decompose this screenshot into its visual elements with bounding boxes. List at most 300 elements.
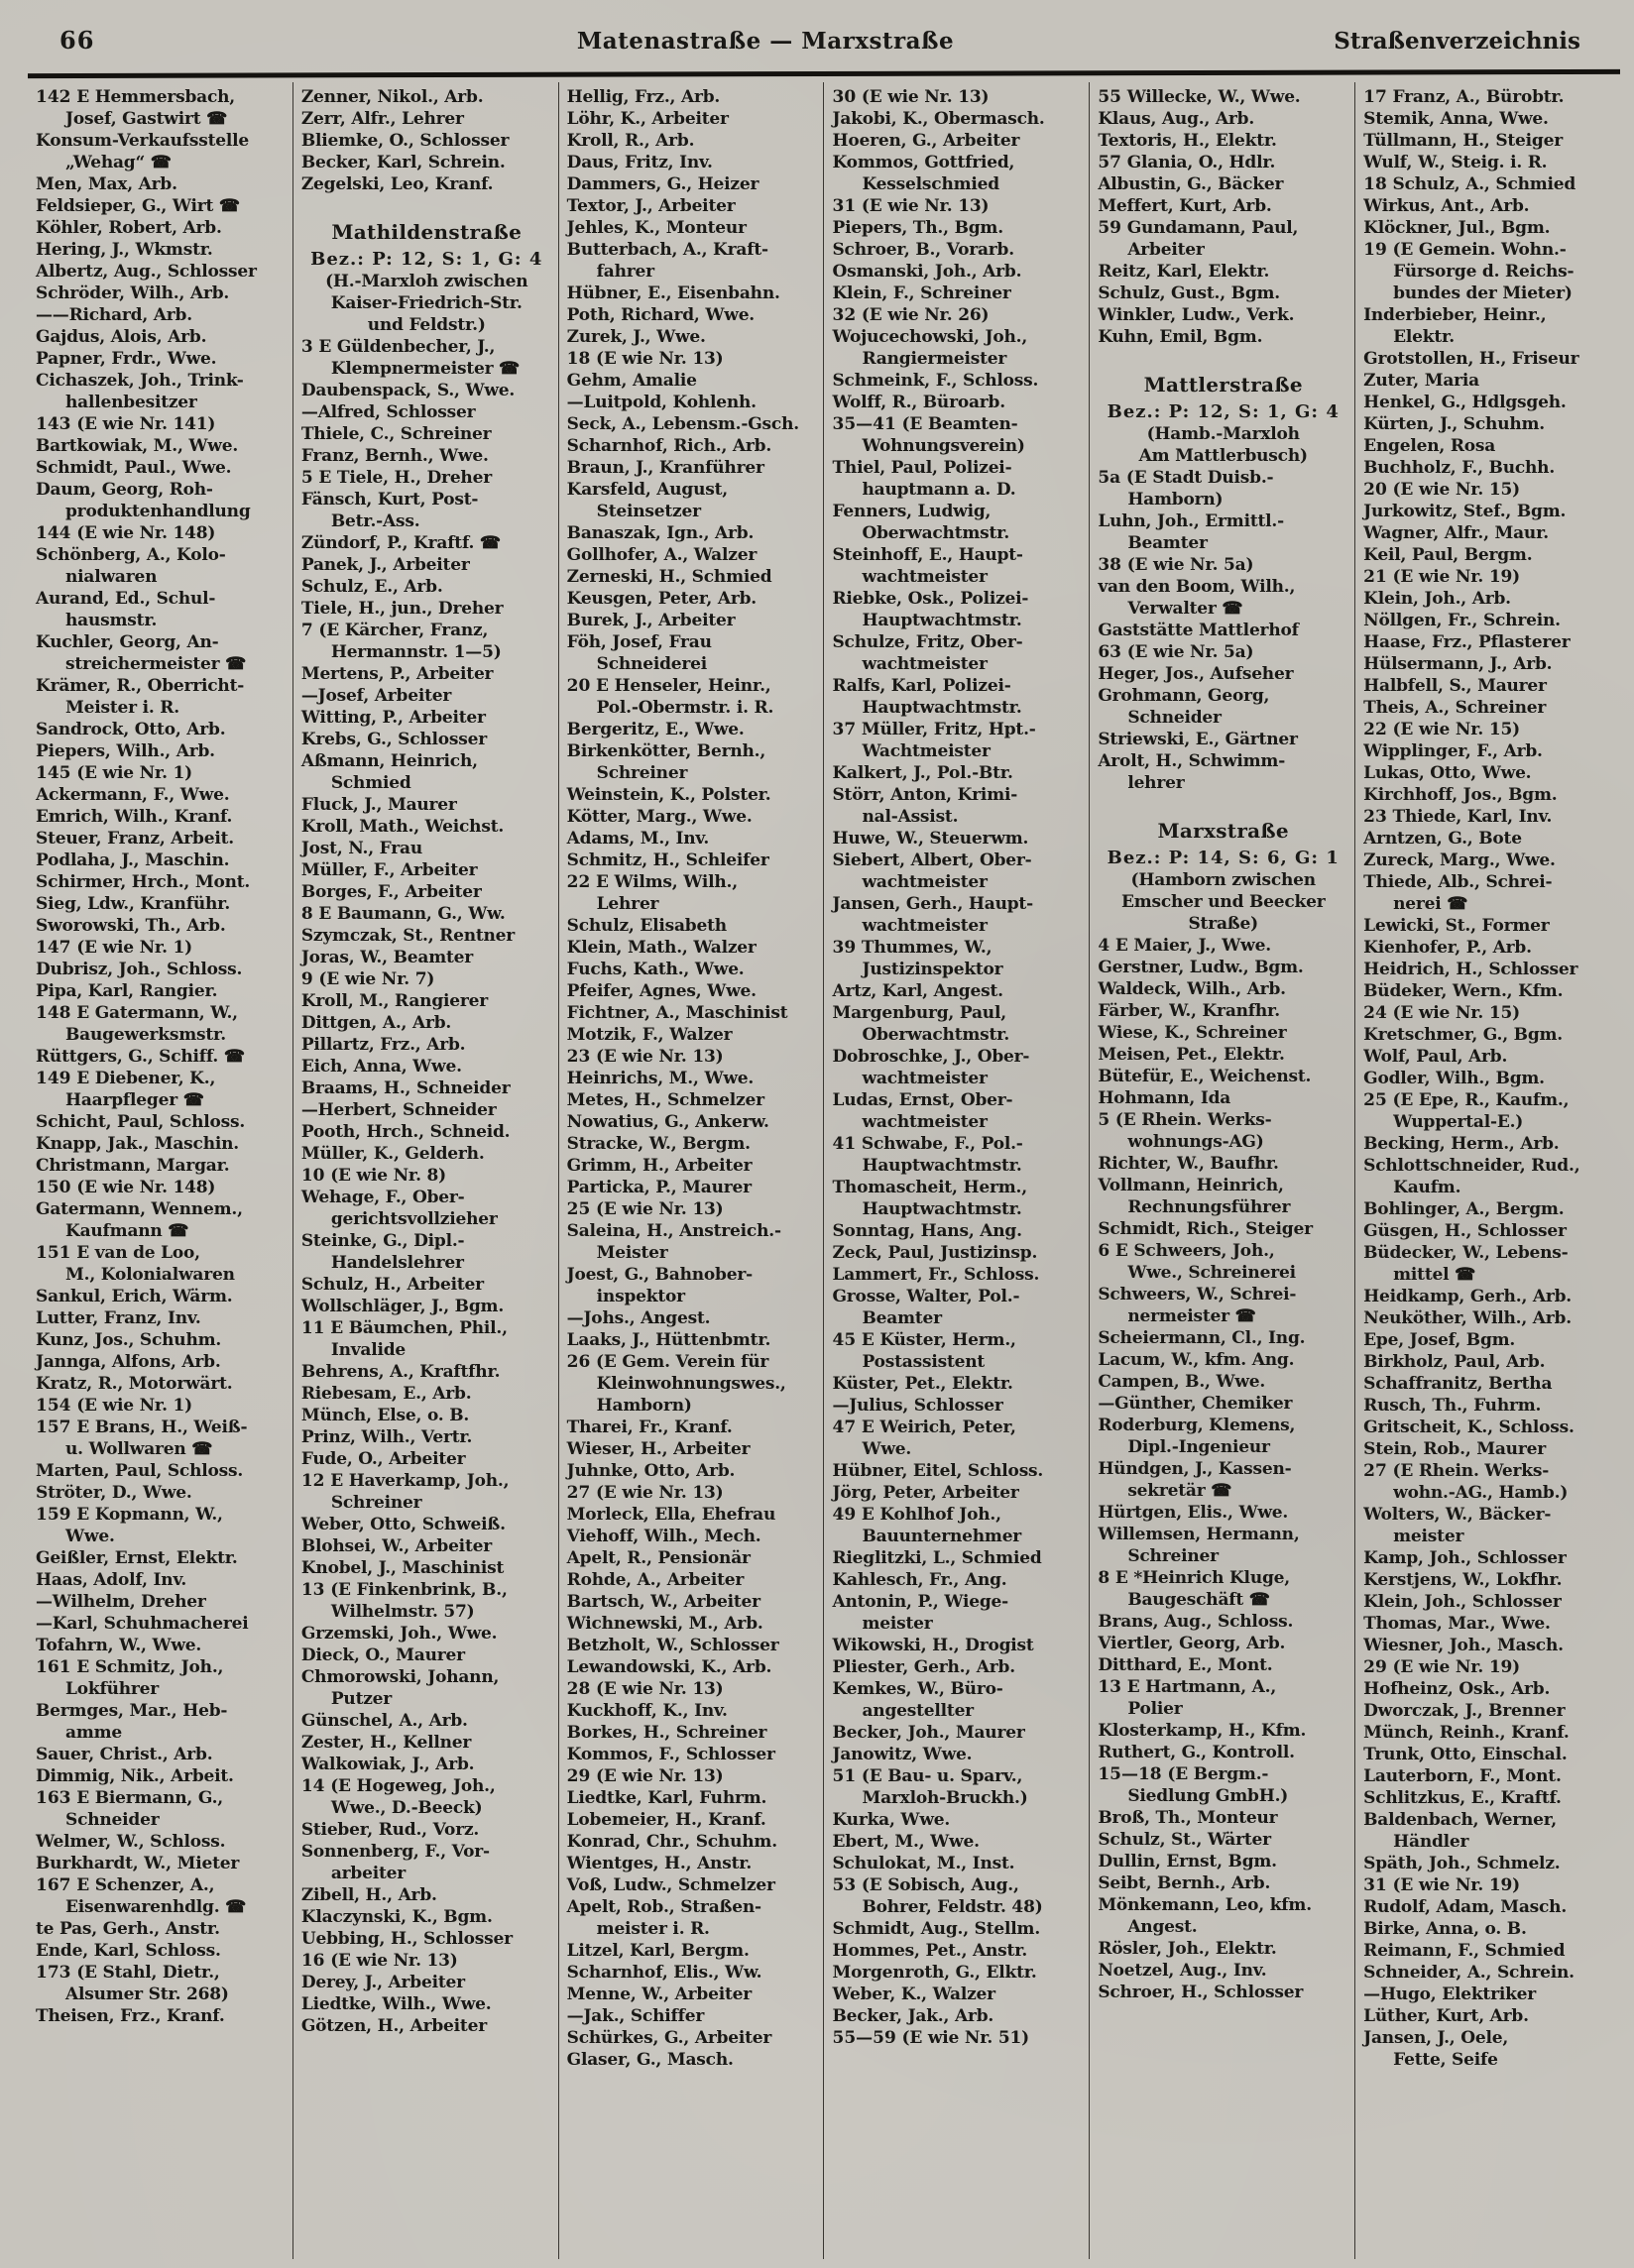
directory-line: Schicht, Paul, Schloss. xyxy=(36,1112,246,1132)
directory-line: Kuckhoff, K., Inv. xyxy=(566,1701,728,1721)
directory-line: Adams, M., Inv. xyxy=(566,829,710,849)
directory-line: Kretschmer, G., Bgm. xyxy=(1363,1025,1564,1045)
house-number: 5 xyxy=(1098,1110,1110,1130)
directory-line: Becker, Jak., Arb. xyxy=(832,2006,994,2026)
directory-line: Burek, J., Arbeiter xyxy=(566,611,736,630)
directory-line: Wwe., Schreinerei xyxy=(1127,1263,1296,1283)
directory-line: Lutter, Franz, Inv. xyxy=(36,1308,201,1328)
directory-line: Liedtke, Wilh., Wwe. xyxy=(300,1994,492,2014)
directory-line: 57 Glania, O., Hdlr. xyxy=(1098,153,1276,172)
directory-line: Geißler, Ernst, Elektr. xyxy=(36,1548,238,1568)
directory-line: Wikowski, H., Drogist xyxy=(832,1636,1034,1655)
directory-line: Textor, J., Arbeiter xyxy=(566,196,736,216)
house-number: 21 xyxy=(1363,567,1387,587)
directory-line: und Feldstr.) xyxy=(367,315,486,335)
directory-line: Burkhardt, W., Mieter xyxy=(36,1854,240,1873)
directory-line: Fichtner, A., Maschinist xyxy=(566,1003,788,1023)
directory-line: Daum, Georg, Roh- xyxy=(36,480,213,500)
directory-line: Walkowiak, J., Arb. xyxy=(300,1755,475,1774)
directory-line: Viehoff, Wilh., Mech. xyxy=(566,1527,761,1546)
directory-line: 5 E Tiele, H., Dreher xyxy=(300,468,492,488)
directory-line: 151 E van de Loo, xyxy=(36,1243,200,1263)
directory-line: Arolt, H., Schwimm- xyxy=(1098,751,1286,771)
directory-line: 22 E Wilms, Wilh., xyxy=(566,872,738,892)
directory-line: Emscher und Beecker xyxy=(1120,892,1326,912)
directory-line: meister xyxy=(862,1614,933,1634)
directory-line: Rösler, Joh., Elektr. xyxy=(1098,1939,1277,1959)
directory-line: gerichtsvollzieher xyxy=(330,1209,498,1229)
directory-line: Albertz, Aug., Schlosser xyxy=(36,262,257,282)
directory-line: 4 E Maier, J., Wwe. xyxy=(1098,936,1271,956)
directory-line: ——Richard, Arb. xyxy=(36,305,192,325)
directory-line: Inderbieber, Heinr., xyxy=(1363,305,1547,325)
directory-line: 18 (E wie Nr. 13) xyxy=(566,349,724,369)
directory-line: Apelt, R., Pensionär xyxy=(566,1548,751,1568)
directory-line: Grotstollen, H., Friseur xyxy=(1363,349,1579,369)
directory-line: 142 E Hemmersbach, xyxy=(36,87,236,107)
directory-line: Sworowski, Th., Arb. xyxy=(36,916,226,936)
directory-line: M., Kolonialwaren xyxy=(65,1265,235,1285)
directory-line: 47 E Weirich, Peter, xyxy=(832,1418,1016,1437)
directory-line: Pipa, Karl, Rangier. xyxy=(36,981,218,1001)
directory-line: Derey, J., Arbeiter xyxy=(300,1973,465,1992)
house-number: 5a xyxy=(1098,468,1121,488)
house-number: 38 xyxy=(1098,555,1121,575)
house-number: 31 xyxy=(832,196,857,216)
directory-line: 27 (E Rhein. Werks- xyxy=(1363,1461,1550,1481)
directory-line: 5a (E Stadt Duisb.- xyxy=(1098,468,1274,488)
directory-line: wachtmeister xyxy=(862,1112,988,1132)
directory-line: Schulokat, M., Inst. xyxy=(832,1854,1015,1873)
directory-line: Meister i. R. xyxy=(65,698,179,718)
directory-line: Klaczynski, K., Bgm. xyxy=(300,1907,493,1927)
directory-line: Bütefür, E., Weichenst. xyxy=(1098,1067,1312,1086)
directory-line: hausmstr. xyxy=(65,611,158,630)
directory-line: Wolters, W., Bäcker- xyxy=(1363,1505,1552,1525)
directory-line: Knapp, Jak., Maschin. xyxy=(36,1134,240,1154)
header-rule xyxy=(28,69,1620,78)
directory-line: hauptmann a. D. xyxy=(862,480,1016,500)
directory-line: Färber, W., Kranfhr. xyxy=(1098,1001,1280,1021)
house-number: 10 xyxy=(300,1166,325,1186)
directory-line: Ströter, D., Wwe. xyxy=(36,1483,192,1503)
directory-line: Birkholz, Paul, Arb. xyxy=(1363,1352,1546,1372)
directory-line: Seibt, Bernh., Arb. xyxy=(1098,1873,1271,1893)
directory-line: Sieg, Ldw., Kranführ. xyxy=(36,894,231,914)
directory-line: 163 E Biermann, G., xyxy=(36,1788,224,1808)
directory-line: 13 (E Finkenbrink, B., xyxy=(300,1580,508,1600)
directory-line: Dittgen, A., Arb. xyxy=(300,1013,452,1033)
directory-line: 63 (E wie Nr. 5a) xyxy=(1098,642,1254,662)
house-number: 147 xyxy=(36,938,71,958)
directory-line: Müller, F., Arbeiter xyxy=(300,860,478,880)
directory-line: Klöckner, Jul., Bgm. xyxy=(1363,218,1551,238)
directory-line: Schreiner xyxy=(330,1493,422,1513)
directory-line: Sandrock, Otto, Arb. xyxy=(36,720,226,739)
directory-line: Willemsen, Hermann, xyxy=(1098,1525,1300,1544)
directory-line: Wiese, K., Schreiner xyxy=(1098,1023,1287,1043)
house-number: 29 xyxy=(1363,1657,1387,1677)
directory-line: Heidrich, H., Schlosser xyxy=(1363,960,1578,979)
directory-line: 147 (E wie Nr. 1) xyxy=(36,938,193,958)
directory-line: 32 (E wie Nr. 26) xyxy=(832,305,990,325)
directory-line: Tiele, H., jun., Dreher xyxy=(300,599,504,619)
house-number: 161 xyxy=(36,1657,71,1677)
directory-line: Wipplinger, F., Arb. xyxy=(1363,741,1543,761)
directory-line: Gajdus, Alois, Arb. xyxy=(36,327,207,347)
directory-line: Uebbing, H., Schlosser xyxy=(300,1929,513,1949)
directory-line: 150 (E wie Nr. 148) xyxy=(36,1178,216,1197)
directory-column-6 xyxy=(1354,82,1620,2259)
directory-line: Weber, K., Walzer xyxy=(832,1984,995,2004)
directory-line: 29 (E wie Nr. 13) xyxy=(566,1766,724,1786)
directory-line: Halbfell, S., Maurer xyxy=(1363,676,1547,696)
directory-line: Reitz, Karl, Elektr. xyxy=(1098,262,1270,282)
house-number: 12 xyxy=(300,1471,325,1491)
house-number: 31 xyxy=(1363,1875,1387,1895)
house-number: 16 xyxy=(300,1951,325,1971)
directory-line: Bauunternehmer xyxy=(862,1527,1022,1546)
directory-line: 11 E Bäumchen, Phil., xyxy=(300,1318,508,1338)
directory-line: Gollhofer, A., Walzer xyxy=(566,545,758,565)
directory-line: Grimm, H., Arbeiter xyxy=(566,1156,753,1176)
house-number: 51 xyxy=(832,1766,857,1786)
directory-line: Noetzel, Aug., Inv. xyxy=(1098,1961,1267,1981)
directory-line: Arntzen, G., Bote xyxy=(1363,829,1522,849)
directory-line: Buchholz, F., Buchh. xyxy=(1363,458,1556,478)
directory-line: 10 (E wie Nr. 8) xyxy=(300,1166,447,1186)
directory-line: Ruthert, G., Kontroll. xyxy=(1098,1743,1295,1762)
directory-line: Zureck, Marg., Wwe. xyxy=(1363,850,1556,870)
house-number: 7 xyxy=(300,621,313,640)
directory-line: Meister xyxy=(596,1243,668,1263)
house-number: 41 xyxy=(832,1134,857,1154)
directory-line: 39 Thummes, W., xyxy=(832,938,992,958)
directory-line: Beamter xyxy=(862,1308,942,1328)
directory-line: Polier xyxy=(1127,1699,1183,1719)
directory-line: Antonin, P., Wiege- xyxy=(832,1592,1008,1612)
directory-line: Eich, Anna, Wwe. xyxy=(300,1057,462,1077)
directory-line: nerei ☎ xyxy=(1393,894,1468,914)
directory-line: 148 E Gatermann, W., xyxy=(36,1003,238,1023)
directory-line: Lauterborn, F., Mont. xyxy=(1363,1766,1562,1786)
directory-line: Seck, A., Lebensm.-Gsch. xyxy=(566,414,799,434)
directory-line: Thiede, Alb., Schrei- xyxy=(1363,872,1553,892)
directory-line: —Luitpold, Kohlenh. xyxy=(566,393,757,412)
directory-line: Bartkowiak, M., Wwe. xyxy=(36,436,239,456)
directory-line: 31 (E wie Nr. 19) xyxy=(1363,1875,1520,1895)
directory-line: Grzemski, Joh., Wwe. xyxy=(300,1624,498,1644)
directory-line: 20 E Henseler, Heinr., xyxy=(566,676,771,696)
house-number: 3 xyxy=(300,337,313,357)
directory-line: wachtmeister xyxy=(862,916,988,936)
directory-line: Konsum-Verkaufsstelle xyxy=(36,131,250,151)
directory-line: Bohlinger, A., Bergm. xyxy=(1363,1199,1565,1219)
directory-line: Fürsorge d. Reichs- xyxy=(1393,262,1575,282)
directory-line: Jurkowitz, Stef., Bgm. xyxy=(1363,502,1567,521)
directory-line: Gaststätte Mattlerhof xyxy=(1098,621,1299,640)
directory-column-3 xyxy=(558,82,824,2259)
directory-line: Schmied xyxy=(330,773,411,793)
directory-line: Hellig, Frz., Arb. xyxy=(566,87,721,107)
directory-line: Theisen, Frz., Kranf. xyxy=(36,2006,225,2026)
directory-line: 17 Franz, A., Bürobtr. xyxy=(1363,87,1565,107)
directory-line: Baugeschäft ☎ xyxy=(1127,1590,1270,1610)
directory-line: 159 E Kopmann, W., xyxy=(36,1505,223,1525)
directory-line: Schulz, H., Arbeiter xyxy=(300,1275,484,1295)
directory-line: Hülsermann, J., Arb. xyxy=(1363,654,1553,674)
directory-line: Birkenkötter, Bernh., xyxy=(566,741,766,761)
directory-line: Schulz, E., Arb. xyxy=(300,577,443,597)
directory-line: Rangiermeister xyxy=(862,349,1007,369)
directory-line: Lewandowski, K., Arb. xyxy=(566,1657,772,1677)
directory-line: amme xyxy=(65,1723,123,1743)
directory-line: Sankul, Erich, Wärm. xyxy=(36,1287,233,1306)
directory-line: wachtmeister xyxy=(862,872,988,892)
directory-line: Bohrer, Feldstr. 48) xyxy=(862,1897,1043,1917)
directory-line: Klosterkamp, H., Kfm. xyxy=(1098,1721,1307,1741)
directory-line: Justizinspektor xyxy=(862,960,1003,979)
directory-line: Schönberg, A., Kolo- xyxy=(36,545,226,565)
directory-line: 45 E Küster, Herm., xyxy=(832,1330,1016,1350)
directory-line: Engelen, Rosa xyxy=(1363,436,1496,456)
house-number: 30 xyxy=(832,87,857,107)
directory-line: Epe, Josef, Bgm. xyxy=(1363,1330,1516,1350)
directory-line: Oberwachtmstr. xyxy=(862,1025,1010,1045)
directory-line: Lammert, Fr., Schloss. xyxy=(832,1265,1040,1285)
directory-line: Huwe, W., Steuerwm. xyxy=(832,829,1029,849)
directory-line: Büdecker, W., Lebens- xyxy=(1363,1243,1569,1263)
directory-line: Borges, F., Arbeiter xyxy=(300,882,482,902)
directory-line: Schirmer, Hrch., Mont. xyxy=(36,872,251,892)
directory-line: Dubrisz, Joh., Schloss. xyxy=(36,960,243,979)
directory-line: Arbeiter xyxy=(1127,240,1205,260)
directory-line: Feldsieper, G., Wirt ☎ xyxy=(36,196,240,216)
directory-line: Wohnungsverein) xyxy=(862,436,1025,456)
house-number: 23 xyxy=(566,1047,591,1067)
directory-line: Bartsch, W., Arbeiter xyxy=(566,1592,760,1612)
directory-line: Kahlesch, Fr., Ang. xyxy=(832,1570,1007,1590)
house-number: 6 xyxy=(1098,1241,1110,1261)
directory-line: Emrich, Wilh., Kranf. xyxy=(36,807,233,827)
directory-line: 145 (E wie Nr. 1) xyxy=(36,763,193,783)
directory-line: 59 Gundamann, Paul, xyxy=(1098,218,1299,238)
directory-line: Men, Max, Arb. xyxy=(36,174,177,194)
directory-line: nermeister ☎ xyxy=(1127,1306,1256,1326)
house-number: 148 xyxy=(36,1003,71,1023)
directory-line: Dworczak, J., Brenner xyxy=(1363,1701,1566,1721)
house-number: 145 xyxy=(36,763,71,783)
directory-line: 22 (E wie Nr. 15) xyxy=(1363,720,1520,739)
directory-line: 30 (E wie Nr. 13) xyxy=(832,87,990,107)
directory-line: Textoris, H., Elektr. xyxy=(1098,131,1277,151)
street-heading: Marxstraße xyxy=(1157,819,1289,843)
house-number: 8 xyxy=(1098,1568,1110,1588)
directory-line: Götzen, H., Arbeiter xyxy=(300,2016,487,2036)
house-number: 15—18 xyxy=(1098,1764,1162,1784)
directory-line: Am Mattlerbusch) xyxy=(1138,446,1308,466)
directory-line: Hauptwachtmstr. xyxy=(862,1199,1022,1219)
directory-line: Zenner, Nikol., Arb. xyxy=(300,87,484,107)
directory-line: Schaffranitz, Bertha xyxy=(1363,1374,1553,1394)
directory-line: 29 (E wie Nr. 19) xyxy=(1363,1657,1520,1677)
directory-line: Brans, Aug., Schloss. xyxy=(1098,1612,1294,1632)
directory-line: Viertler, Georg, Arb. xyxy=(1098,1634,1286,1653)
directory-line: Kroll, R., Arb. xyxy=(566,131,695,151)
house-number: 57 xyxy=(1098,153,1121,172)
directory-line: Kunz, Jos., Schuhm. xyxy=(36,1330,222,1350)
directory-line: 149 E Diebener, K., xyxy=(36,1069,216,1088)
directory-line: Schneider xyxy=(1127,708,1222,728)
directory-line: Sonntag, Hans, Ang. xyxy=(832,1221,1022,1241)
directory-line: Scharnhof, Rich., Arb. xyxy=(566,436,772,456)
directory-line: Schneider, A., Schrein. xyxy=(1363,1963,1575,1983)
directory-line: arbeiter xyxy=(330,1864,406,1883)
directory-line: Hofheinz, Osk., Arb. xyxy=(1363,1679,1551,1699)
directory-line: Dipl.-Ingenieur xyxy=(1127,1437,1270,1457)
directory-line: Piepers, Wilh., Arb. xyxy=(36,741,215,761)
directory-line: Apelt, Rob., Straßen- xyxy=(566,1897,761,1917)
directory-line: Elektr. xyxy=(1393,327,1455,347)
house-number: 27 xyxy=(1363,1461,1387,1481)
directory-line: Schreiner xyxy=(1127,1546,1219,1566)
directory-line: Späth, Joh., Schmelz. xyxy=(1363,1854,1561,1873)
directory-line: Lehrer xyxy=(596,894,659,914)
directory-line: Chmorowski, Johann, xyxy=(300,1667,500,1687)
directory-line: Wachtmeister xyxy=(862,741,991,761)
directory-line: Kommos, Gottfried, xyxy=(832,153,1015,172)
directory-line: Steinhoff, E., Haupt- xyxy=(832,545,1023,565)
directory-line: Schneiderei xyxy=(596,654,708,674)
directory-line: Nowatius, G., Ankerw. xyxy=(566,1112,769,1132)
directory-line: 35—41 (E Beamten- xyxy=(832,414,1018,434)
directory-line: fahrer xyxy=(596,262,654,282)
directory-line: Riebesam, E., Arb. xyxy=(300,1384,472,1404)
directory-line: Kürten, J., Schuhm. xyxy=(1363,414,1546,434)
directory-line: Riebke, Osk., Polizei- xyxy=(832,589,1029,609)
directory-line: Papner, Frdr., Wwe. xyxy=(36,349,217,369)
directory-line: Daubenspack, S., Wwe. xyxy=(300,381,516,400)
directory-line: Hauptwachtmstr. xyxy=(862,611,1022,630)
house-number: 37 xyxy=(832,720,857,739)
directory-line: inspektor xyxy=(596,1287,685,1306)
directory-line: Wulf, W., Steig. i. R. xyxy=(1363,153,1548,172)
house-number: 45 xyxy=(832,1330,857,1350)
directory-line: Ebert, M., Wwe. xyxy=(832,1832,980,1852)
directory-line: Richter, W., Baufhr. xyxy=(1098,1154,1279,1174)
directory-line: Köhler, Robert, Arb. xyxy=(36,218,222,238)
directory-line: 24 (E wie Nr. 15) xyxy=(1363,1003,1520,1023)
directory-line: wohn.-AG., Hamb.) xyxy=(1393,1483,1569,1503)
directory-line: —Herbert, Schneider xyxy=(300,1100,497,1120)
directory-line: hallenbesitzer xyxy=(65,393,197,412)
directory-line: Tharei, Fr., Kranf. xyxy=(566,1418,733,1437)
directory-line: Dammers, G., Heizer xyxy=(566,174,759,194)
directory-line: Schroer, H., Schlosser xyxy=(1098,1983,1304,2002)
house-number: 144 xyxy=(36,523,71,543)
directory-line: 15—18 (E Bergm.- xyxy=(1098,1764,1269,1784)
house-number: 22 xyxy=(566,872,591,892)
directory-line: Postassistent xyxy=(862,1352,986,1372)
directory-line: Kuhn, Emil, Bgm. xyxy=(1098,327,1263,347)
directory-line: Jannga, Alfons, Arb. xyxy=(36,1352,221,1372)
directory-line: Saleina, H., Anstreich.- xyxy=(566,1221,781,1241)
directory-line: Kötter, Marg., Wwe. xyxy=(566,807,753,827)
house-number: 149 xyxy=(36,1069,71,1088)
directory-line: Cichaszek, Joh., Trink- xyxy=(36,371,244,391)
directory-line: Gehm, Amalie xyxy=(566,371,697,391)
directory-line: Schroer, B., Vorarb. xyxy=(832,240,1014,260)
directory-line: Putzer xyxy=(330,1689,393,1709)
directory-line: 23 (E wie Nr. 13) xyxy=(566,1047,724,1067)
directory-line: Pliester, Gerh., Arb. xyxy=(832,1657,1015,1677)
directory-line: Schröder, Wilh., Arb. xyxy=(36,284,230,303)
directory-line: Behrens, A., Kraftfhr. xyxy=(300,1362,501,1382)
directory-line: Händler xyxy=(1393,1832,1469,1852)
directory-line: Keil, Paul, Bergm. xyxy=(1363,545,1533,565)
directory-line: 7 (E Kärcher, Franz, xyxy=(300,621,489,640)
house-number: 55 xyxy=(1098,87,1121,107)
directory-line: Heger, Jos., Aufseher xyxy=(1098,664,1294,684)
directory-line: Stracke, W., Bergm. xyxy=(566,1134,751,1154)
directory-line: Pfeifer, Agnes, Wwe. xyxy=(566,981,757,1001)
directory-line: meister i. R. xyxy=(596,1919,710,1939)
house-number: 142 xyxy=(36,87,71,107)
directory-line: Betzholt, W., Schlosser xyxy=(566,1636,779,1655)
directory-line: Keusgen, Peter, Arb. xyxy=(566,589,758,609)
directory-column-1 xyxy=(28,82,292,2259)
directory-line: Ackermann, F., Wwe. xyxy=(36,785,230,805)
directory-line: Osmanski, Joh., Arb. xyxy=(832,262,1022,282)
directory-line: 21 (E wie Nr. 19) xyxy=(1363,567,1520,587)
directory-line: Günschel, A., Arb. xyxy=(300,1711,468,1731)
directory-line: Artz, Karl, Angest. xyxy=(832,981,1003,1001)
directory-line: Zester, H., Kellner xyxy=(300,1733,472,1753)
district-info-line: Bez.: P: 12, S: 1, G: 4 xyxy=(1107,401,1340,422)
page-title: Matenastraße — Marxstraße xyxy=(576,28,955,55)
directory-line: Stemik, Anna, Wwe. xyxy=(1363,109,1549,129)
house-number: 13 xyxy=(300,1580,325,1600)
district-info-line: Bez.: P: 12, S: 1, G: 4 xyxy=(310,249,543,270)
directory-line: Birke, Anna, o. B. xyxy=(1363,1919,1527,1939)
directory-line: Marxloh-Bruckh.) xyxy=(862,1788,1028,1808)
directory-line: Jansen, Gerh., Haupt- xyxy=(832,894,1033,914)
directory-line: Albustin, G., Bäcker xyxy=(1098,174,1284,194)
directory-line: Hommes, Pet., Anstr. xyxy=(832,1941,1028,1961)
directory-line: Klein, Joh., Arb. xyxy=(1363,589,1511,609)
directory-line: Lobemeier, H., Kranf. xyxy=(566,1810,766,1830)
house-number: 154 xyxy=(36,1396,71,1416)
directory-line: Kerstjens, W., Lokfhr. xyxy=(1363,1570,1563,1590)
directory-line: (Hamborn zwischen xyxy=(1130,870,1316,890)
directory-line: 8 E *Heinrich Kluge, xyxy=(1098,1568,1290,1588)
directory-line: Hündgen, J., Kassen- xyxy=(1098,1459,1292,1479)
directory-line: Fette, Seife xyxy=(1393,2050,1498,2070)
directory-line: Josef, Gastwirt ☎ xyxy=(65,109,228,129)
directory-line: Wehage, F., Ober- xyxy=(300,1188,465,1207)
directory-line: Wollschläger, J., Bgm. xyxy=(300,1297,505,1316)
directory-line: 20 (E wie Nr. 15) xyxy=(1363,480,1520,500)
house-number: 4 xyxy=(1098,936,1110,956)
directory-line: Schulz, Gust., Bgm. xyxy=(1098,284,1281,303)
directory-line: 37 Müller, Fritz, Hpt.- xyxy=(832,720,1036,739)
directory-line: Striewski, E., Gärtner xyxy=(1098,730,1298,749)
section-label: Straßenverzeichnis xyxy=(1334,28,1580,55)
house-number: 55—59 xyxy=(832,2028,896,2048)
directory-line: —Johs., Angest. xyxy=(566,1308,711,1328)
house-number: 29 xyxy=(566,1766,591,1786)
house-number: 19 xyxy=(1363,240,1387,260)
